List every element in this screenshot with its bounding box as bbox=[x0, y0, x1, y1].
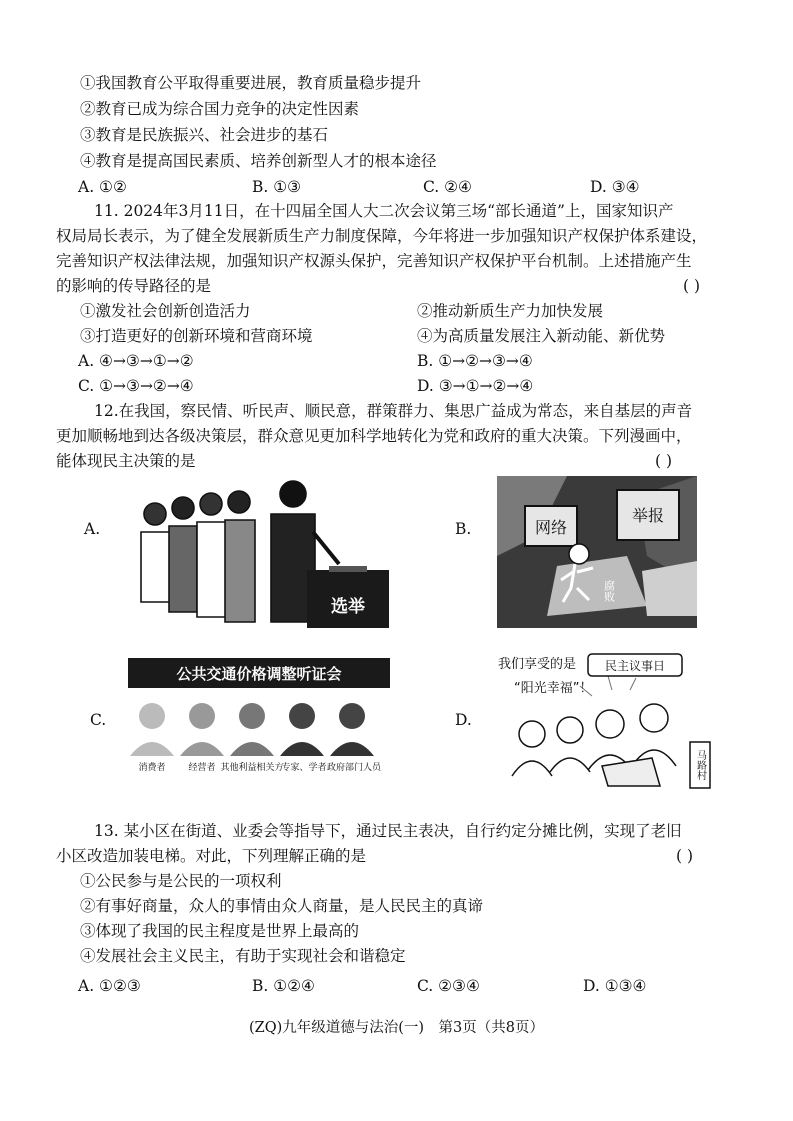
q10-option-b[interactable]: B. ①③ bbox=[252, 178, 302, 196]
q12-option-b-label[interactable]: B. bbox=[455, 520, 472, 538]
page-footer: (ZQ)九年级道德与法治(一) 第3页（共8页） bbox=[248, 1020, 545, 1036]
election-illustration bbox=[133, 472, 395, 630]
village-post-text: 马路村 bbox=[694, 750, 706, 780]
cartoon-b-report[interactable] bbox=[497, 476, 697, 628]
cartoon-c-hearing[interactable] bbox=[122, 656, 394, 786]
q10-statement-1: ①我国教育公平取得重要进展，教育质量稳步提升 bbox=[80, 74, 422, 92]
q13-option-b[interactable]: B. ①②④ bbox=[252, 977, 315, 995]
q13-answer-bracket[interactable]: ( ) bbox=[676, 847, 694, 865]
q13-option-d[interactable]: D. ①③④ bbox=[583, 977, 647, 995]
q12-stem-line-1: 12.在我国，察民情、听民声、顺民意，群策群力、集思广益成为常态，来自基层的声音 bbox=[94, 402, 693, 420]
q13-statement-2: ②有事好商量，众人的事情由众人商量，是人民民主的真谛 bbox=[80, 897, 484, 915]
q10-statement-4: ④教育是提高国民素质、培养创新型人才的根本途径 bbox=[80, 152, 437, 170]
hearing-label-expert: 专家、学者 bbox=[281, 763, 327, 773]
speech-line-1: 我们享受的是 bbox=[498, 657, 577, 672]
hearing-label-government: 政府部门人员 bbox=[326, 763, 382, 773]
q13-statement-4: ④发展社会主义民主，有助于实现社会和谐稳定 bbox=[80, 947, 406, 965]
q11-option-b[interactable]: B. ①→②→③→④ bbox=[417, 352, 533, 370]
q13-stem-line-2: 小区改造加装电梯。对此，下列理解正确的是 bbox=[56, 847, 367, 865]
q11-statement-1: ①激发社会创新创造活力 bbox=[80, 302, 251, 320]
q11-stem-line-4: 的影响的传导路径的是 bbox=[56, 277, 212, 295]
sign-network-text: 网络 bbox=[534, 518, 568, 537]
speech-line-2: “阳光幸福”！ bbox=[514, 681, 593, 696]
q12-answer-bracket[interactable]: ( ) bbox=[655, 452, 673, 470]
ballot-box-text: 选举 bbox=[331, 597, 365, 617]
q13-stem-line-1: 13. 某小区在街道、业委会等指导下，通过民主表决，自行约定分摊比例，实现了老旧 bbox=[94, 822, 682, 840]
democracy-day-illustration bbox=[492, 646, 714, 792]
q12-stem-line-3: 能体现民主决策的是 bbox=[56, 452, 196, 470]
report-illustration bbox=[497, 476, 697, 628]
democracy-day-sign: 民主议事日 bbox=[604, 659, 666, 673]
q13-statement-1: ①公民参与是公民的一项权利 bbox=[80, 872, 282, 890]
q11-statement-4: ④为高质量发展注入新动能、新优势 bbox=[417, 327, 666, 345]
q11-stem-line-3: 完善知识产权法律法规，加强知识产权源头保护，完善知识产权保护平台机制。上述措施产生 bbox=[56, 252, 692, 270]
q10-option-d[interactable]: D. ③④ bbox=[590, 178, 640, 196]
q10-option-a[interactable]: A. ①② bbox=[78, 178, 127, 196]
hearing-label-operator: 经营者 bbox=[188, 763, 216, 773]
q13-option-a[interactable]: A. ①②③ bbox=[78, 977, 141, 995]
q11-option-c[interactable]: C. ①→③→②→④ bbox=[78, 377, 194, 395]
q12-option-c-label[interactable]: C. bbox=[90, 711, 107, 729]
cartoon-d-democracy-day[interactable] bbox=[492, 646, 714, 792]
q10-option-c[interactable]: C. ②④ bbox=[423, 178, 472, 196]
hearing-label-consumer: 消费者 bbox=[138, 763, 166, 773]
q10-statement-2: ②教育已成为综合国力竞争的决定性因素 bbox=[80, 100, 360, 118]
q11-answer-bracket[interactable]: ( ) bbox=[683, 277, 701, 295]
figure-label-text: 腐败 bbox=[602, 580, 616, 602]
q12-option-d-label[interactable]: D. bbox=[455, 711, 472, 729]
hearing-illustration bbox=[122, 656, 394, 786]
q12-option-a-label[interactable]: A. bbox=[84, 520, 101, 538]
q12-stem-line-2: 更加顺畅地到达各级决策层，群众意见更加科学地转化为党和政府的重大决策。下列漫画中， bbox=[56, 427, 692, 445]
q11-option-a[interactable]: A. ④→③→①→② bbox=[78, 352, 194, 370]
q11-option-d[interactable]: D. ③→①→②→④ bbox=[417, 377, 534, 395]
cartoon-a-election[interactable] bbox=[133, 472, 395, 630]
q11-statement-3: ③打造更好的创新环境和营商环境 bbox=[80, 327, 313, 345]
hearing-banner-title: 公共交通价格调整听证会 bbox=[176, 665, 342, 683]
q11-stem-line-1: 11. 2024年3月11日，在十四届全国人大二次会议第三场“部长通道”上，国家知识产 bbox=[94, 202, 674, 220]
hearing-label-stakeholder: 其他利益相关方 bbox=[220, 763, 284, 773]
q13-statement-3: ③体现了我国的民主程度是世界上最高的 bbox=[80, 922, 360, 940]
q10-statement-3: ③教育是民族振兴、社会进步的基石 bbox=[80, 126, 329, 144]
q11-stem-line-2: 权局局长表示，为了健全发展新质生产力制度保障，今年将进一步加强知识产权保护体系建设， bbox=[56, 227, 708, 245]
sign-report-text: 举报 bbox=[631, 506, 665, 525]
q11-statement-2: ②推动新质生产力加快发展 bbox=[417, 302, 604, 320]
q13-option-c[interactable]: C. ②③④ bbox=[417, 977, 480, 995]
